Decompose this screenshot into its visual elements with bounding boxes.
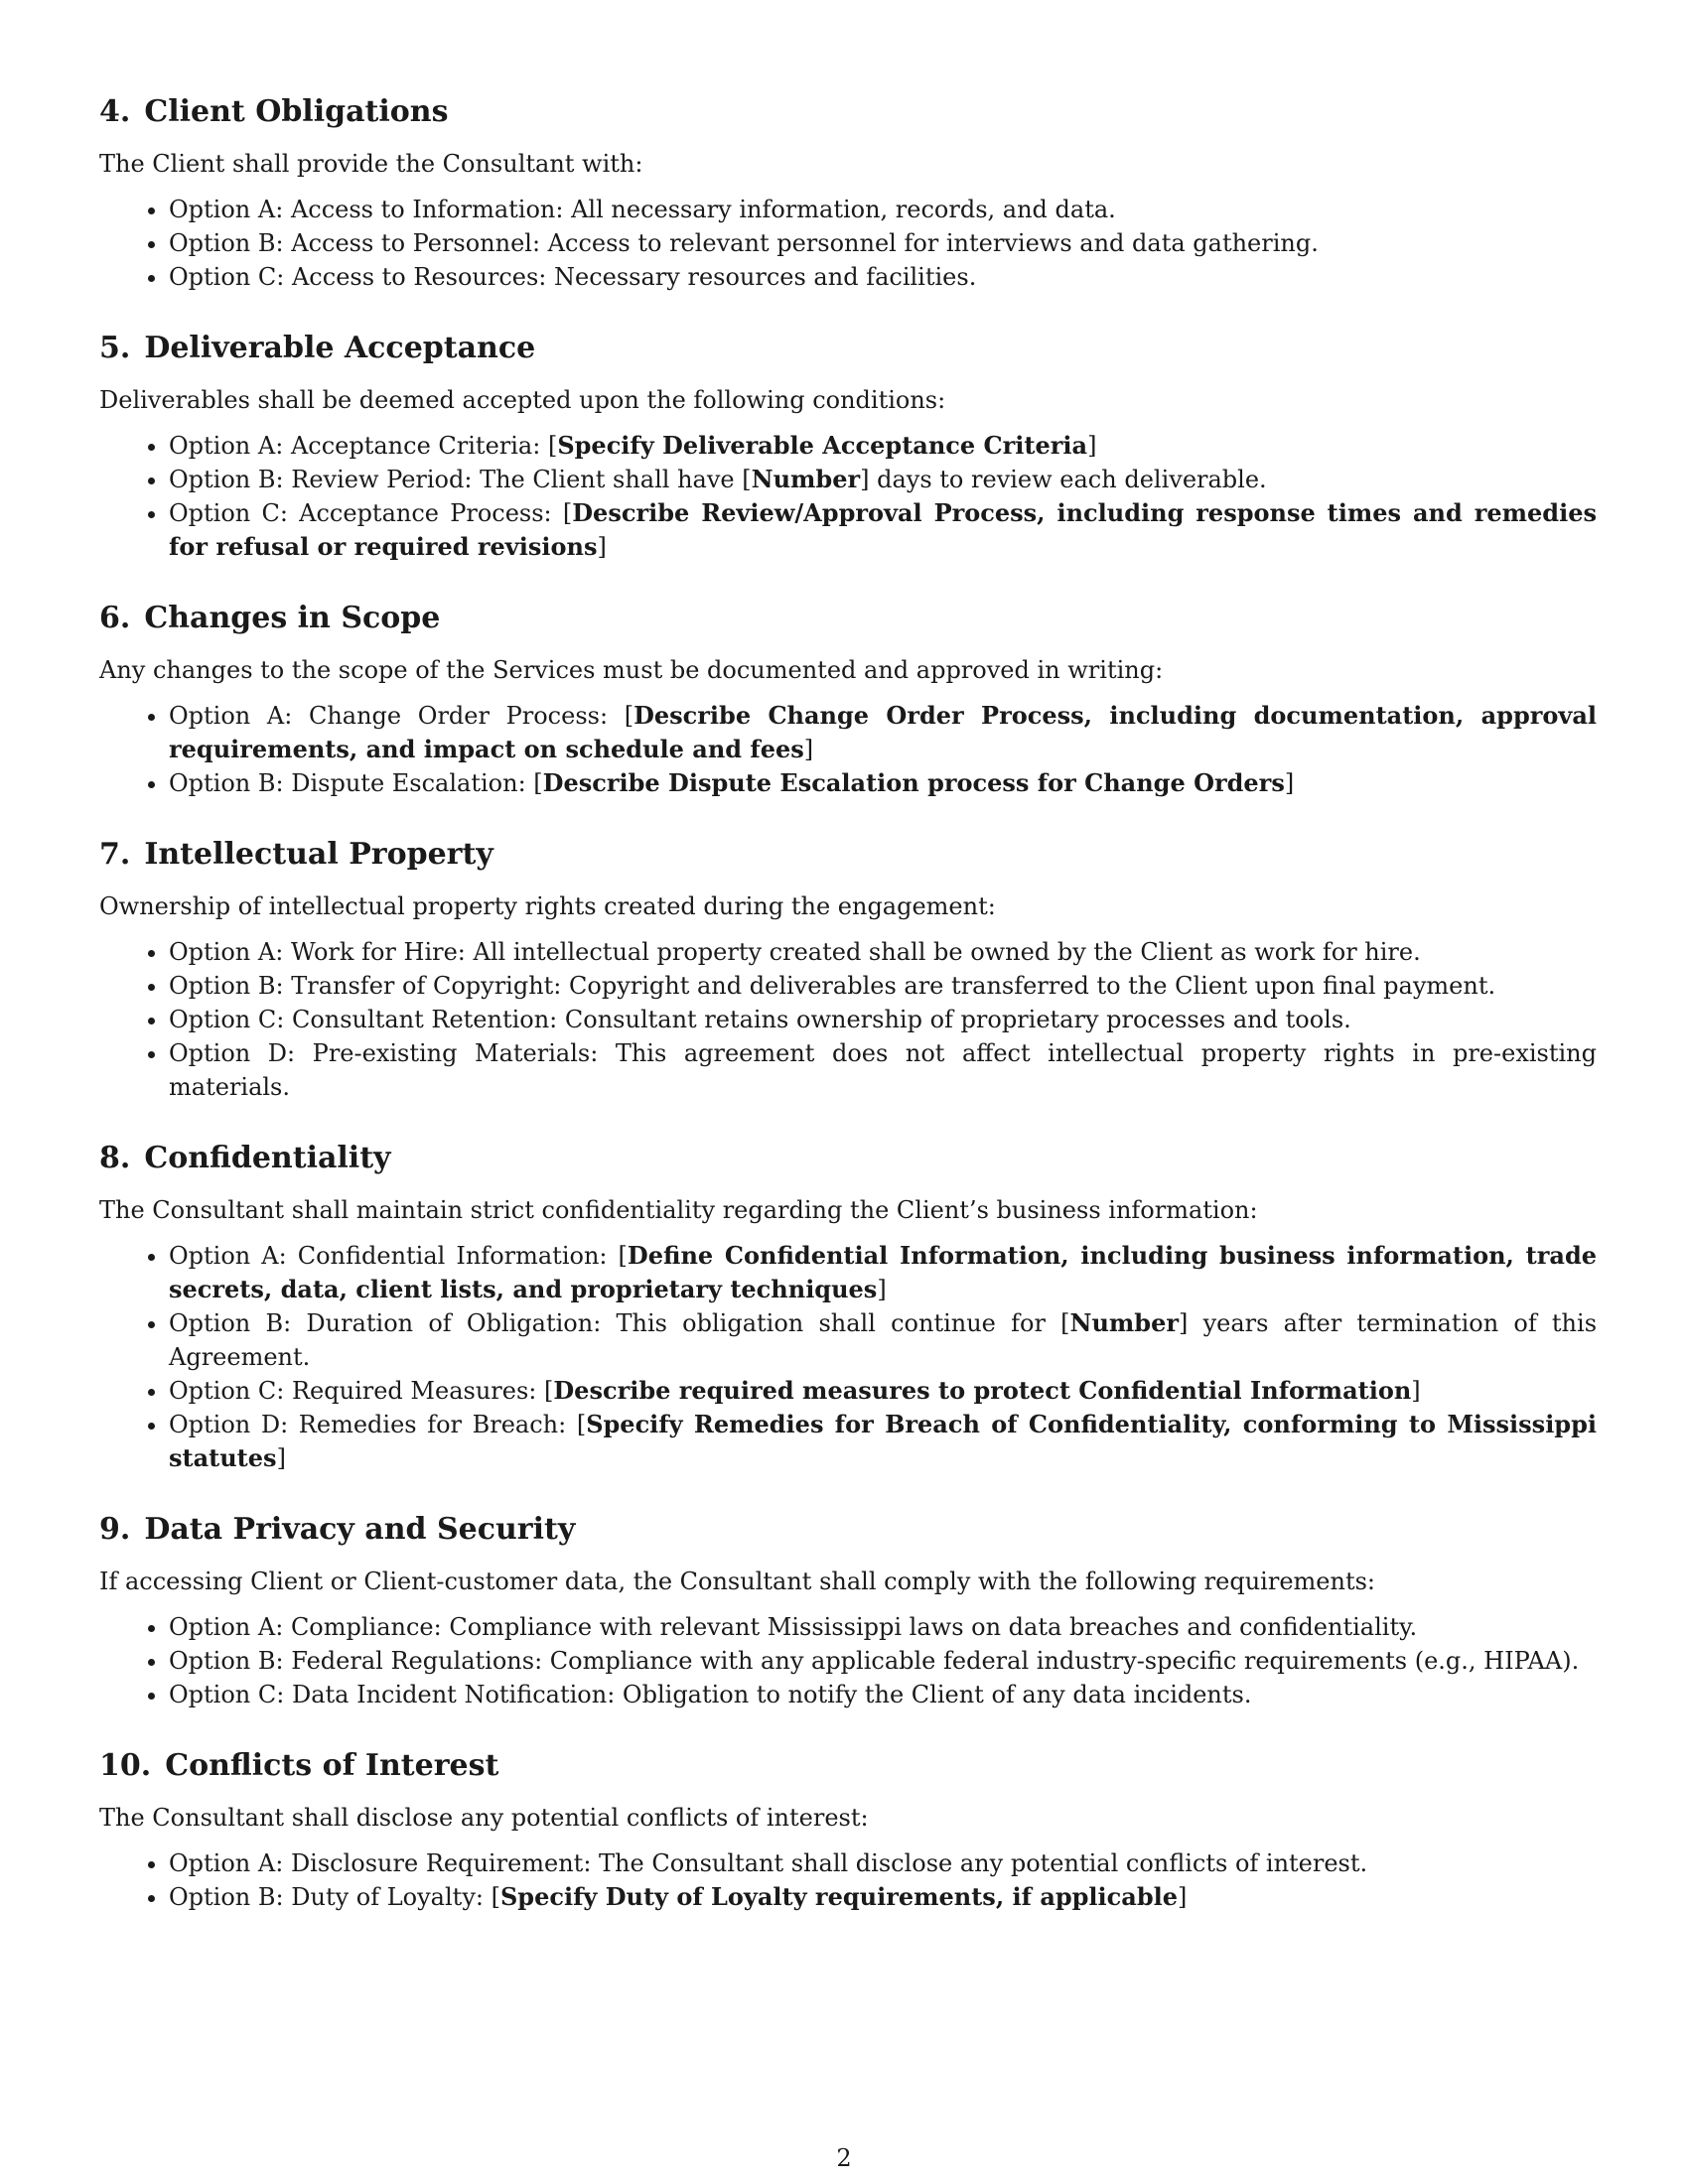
section-number: 7. — [99, 837, 131, 872]
option-item — [169, 969, 1597, 1003]
option-text: Option B: Duty of Loyalty: — [169, 1883, 492, 1911]
option-text-after: days to review each deliverable. — [869, 466, 1267, 493]
placeholder-field: Define Confidential Information, including business information, trade secrets, data, client lists, and proprietary techniques — [169, 1241, 1597, 1303]
section-intro: If accessing Client or Client-customer data, the Consultant shall comply with the following requirements: — [99, 1568, 1375, 1595]
option-list — [99, 1610, 1597, 1711]
page-number: 2 — [836, 2144, 852, 2172]
section-intro: Deliverables shall be deemed accepted upon the following conditions: — [99, 386, 946, 414]
option-item — [169, 260, 1597, 294]
section-5 — [99, 328, 1597, 564]
option-text: Option A: Confidential Information: — [169, 1242, 619, 1270]
option-text: Option A: Compliance: Compliance with relevant Mississippi laws on data breaches and confidentiality. — [169, 1613, 1418, 1641]
section-heading — [99, 834, 1597, 876]
section-intro: Any changes to the scope of the Services must be documented and approved in writing: — [99, 656, 1164, 684]
section-title: Changes in Scope — [144, 601, 441, 635]
section-intro: The Client shall provide the Consultant with: — [99, 150, 643, 178]
option-text: Option B: Federal Regulations: Compliance with any applicable federal industry-specific requirements (e.g., HIPAA). — [169, 1647, 1580, 1675]
section-4 — [99, 91, 1597, 294]
section-10 — [99, 1745, 1597, 1914]
option-list — [99, 193, 1597, 294]
option-item — [169, 1610, 1597, 1644]
section-number: 10. — [99, 1748, 152, 1783]
section-number: 4. — [99, 94, 131, 129]
option-item — [169, 1003, 1597, 1036]
section-title: Deliverable Acceptance — [144, 331, 536, 365]
option-text: Option A: Change Order Process: — [169, 702, 625, 730]
option-text: Option D: Remedies for Breach: — [169, 1411, 577, 1438]
option-text: Option D: Pre-existing Materials: This agreement does not affect intellectual property rights in pre-existing materials. — [169, 1039, 1597, 1101]
document-page — [99, 91, 1597, 1948]
option-item — [169, 1644, 1597, 1678]
option-item: • Option C: Required Measures: [Describe required measures to protect Confidential Information] — [169, 1374, 1597, 1408]
section-heading — [99, 1509, 1597, 1551]
option-item — [169, 1678, 1597, 1711]
section-heading — [99, 91, 1597, 133]
section-title: Client Obligations — [144, 94, 449, 129]
section-title: Conflicts of Interest — [165, 1748, 499, 1783]
option-text: Option A: Work for Hire: All intellectual property created shall be owned by the Client as work for hire. — [169, 938, 1421, 966]
option-text: Option A: Access to Information: All necessary information, records, and data. — [169, 196, 1116, 223]
section-heading — [99, 328, 1597, 369]
placeholder-field: Specify Remedies for Breach of Confidentiality, conforming to Mississippi statutes — [169, 1410, 1597, 1472]
option-item — [169, 1036, 1597, 1104]
option-text-after: years after termination of this Agreement. — [169, 1309, 1598, 1371]
option-text: Option C: Consultant Retention: Consultant retains ownership of proprietary processes and tools. — [169, 1006, 1351, 1033]
section-heading — [99, 1745, 1597, 1787]
section-number: 5. — [99, 331, 131, 365]
option-text: Option C: Acceptance Process: — [169, 499, 563, 527]
option-text: Option B: Dispute Escalation: — [169, 769, 534, 797]
option-item: • Option B: Duration of Obligation: This obligation shall continue for [Number] years after termination of this Agreement. — [169, 1306, 1597, 1374]
placeholder-field: Specify Duty of Loyalty requirements, if applicable — [499, 1882, 1178, 1911]
option-item: • Option B: Dispute Escalation: [Describe Dispute Escalation process for Change Orders] — [169, 766, 1597, 800]
placeholder-field: Number — [1069, 1308, 1179, 1337]
option-list — [99, 1846, 1597, 1914]
section-title: Intellectual Property — [144, 837, 493, 872]
placeholder-field: Describe Change Order Process, including documentation, approval requirements, and impact on schedule and fees — [169, 701, 1597, 763]
option-item: • Option A: Confidential Information: [Define Confidential Information, including business information, trade secrets, data, client lists, and proprietary techniques] — [169, 1239, 1597, 1306]
section-8 — [99, 1138, 1597, 1475]
section-intro: Ownership of intellectual property rights created during the engagement: — [99, 892, 996, 920]
section-7 — [99, 834, 1597, 1104]
section-6 — [99, 598, 1597, 800]
option-item — [169, 193, 1597, 226]
option-text: Option B: Duration of Obligation: This obligation shall continue for — [169, 1309, 1061, 1337]
section-title: Data Privacy and Security — [144, 1512, 576, 1547]
option-item — [169, 1846, 1597, 1880]
option-text: Option C: Required Measures: — [169, 1377, 544, 1405]
option-list — [99, 1239, 1597, 1475]
option-list — [99, 699, 1597, 800]
option-item: • Option B: Review Period: The Client shall have [Number] days to review each deliverable. — [169, 463, 1597, 496]
option-list — [99, 429, 1597, 564]
option-text: Option B: Transfer of Copyright: Copyright and deliverables are transferred to the Client upon final payment. — [169, 972, 1496, 1000]
section-number: 8. — [99, 1141, 131, 1175]
option-text: Option C: Data Incident Notification: Obligation to notify the Client of any data incidents. — [169, 1681, 1252, 1708]
option-text: Option B: Review Period: The Client shall have — [169, 466, 743, 493]
section-intro: The Consultant shall maintain strict confidentiality regarding the Client’s business information: — [99, 1196, 1258, 1224]
placeholder-field: Number — [751, 465, 861, 493]
placeholder-field: Specify Deliverable Acceptance Criteria — [557, 431, 1088, 460]
section-heading — [99, 1138, 1597, 1179]
option-item: • Option C: Acceptance Process: [Describe Review/Approval Process, including response times and remedies for refusal or required revisions] — [169, 496, 1597, 564]
option-item: • Option B: Duty of Loyalty: [Specify Duty of Loyalty requirements, if applicable] — [169, 1880, 1597, 1914]
section-heading — [99, 598, 1597, 639]
option-text: Option C: Access to Resources: Necessary resources and facilities. — [169, 263, 977, 291]
option-item — [169, 935, 1597, 969]
option-text: Option B: Access to Personnel: Access to relevant personnel for interviews and data gathering. — [169, 229, 1319, 257]
option-item: • Option A: Change Order Process: [Describe Change Order Process, including documentation, approval requirements, and impact on schedule and fees] — [169, 699, 1597, 766]
placeholder-field: Describe required measures to protect Confidential Information — [553, 1376, 1412, 1405]
option-item: • Option A: Acceptance Criteria: [Specify Deliverable Acceptance Criteria] — [169, 429, 1597, 463]
placeholder-field: Describe Dispute Escalation process for Change Orders — [542, 768, 1285, 797]
section-number: 6. — [99, 601, 131, 635]
placeholder-field: Describe Review/Approval Process, including response times and remedies for refusal or required revisions — [169, 498, 1597, 561]
option-text: Option A: Acceptance Criteria: — [169, 432, 548, 460]
section-number: 9. — [99, 1512, 131, 1547]
section-9 — [99, 1509, 1597, 1711]
option-item: • Option D: Remedies for Breach: [Specify Remedies for Breach of Confidentiality, conforming to Mississippi statutes] — [169, 1408, 1597, 1475]
section-intro: The Consultant shall disclose any potential conflicts of interest: — [99, 1804, 869, 1832]
option-text: Option A: Disclosure Requirement: The Consultant shall disclose any potential conflicts of interest. — [169, 1849, 1368, 1877]
section-title: Confidentiality — [144, 1141, 391, 1175]
option-list — [99, 935, 1597, 1104]
option-item — [169, 226, 1597, 260]
